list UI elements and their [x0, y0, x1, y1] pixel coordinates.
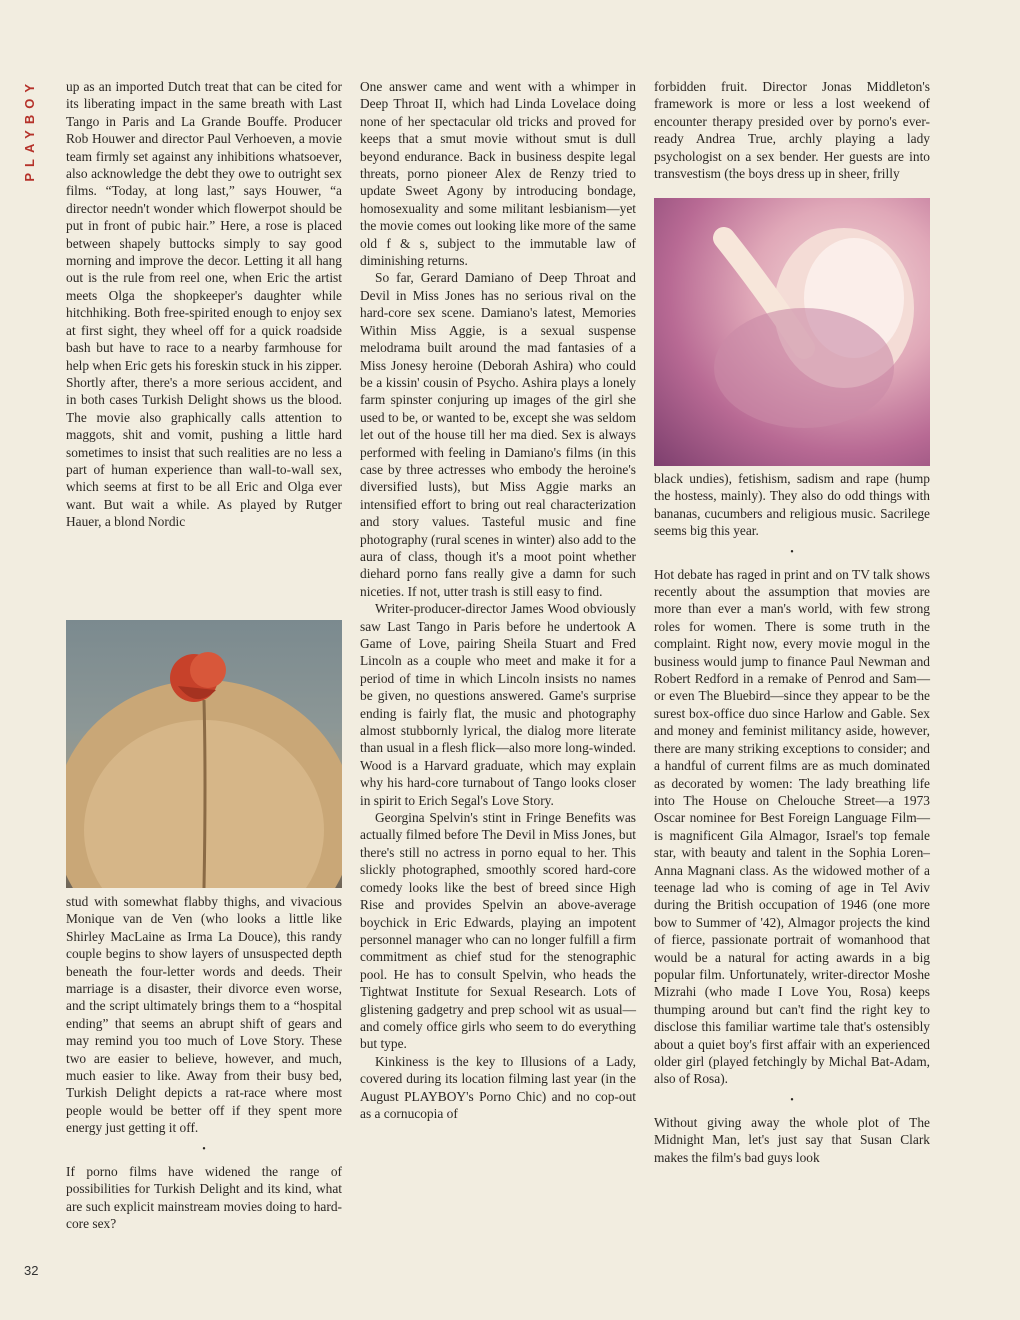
magazine-name: PLAYBOY [22, 78, 37, 182]
article-column-1-continued [66, 893, 342, 1232]
article-column-3 [654, 78, 930, 182]
paragraph: So far, Gerard Damiano of Deep Throat and Devil in Miss Jones has no serious rival on the hard-core sex scene. Damiano's latest, Memories Within Miss Aggie, is a sexual suspense melodrama built around the mad fantasies of a Miss Jonesy heroine (Deborah Ashira) who could be a kissin' cousin of Psycho. Ashira plays a lonely farm spinster conjuring up images of the girl she used to be, or wanted to be, except she was seldom let out of the house till her ma died. Sex is always performed with feeling in Damiano's films (in this case by three actresses who embody the heroine's diversified lusts), but Miss Aggie marks an intensified effort to bring out real characterization and story values. Tasteful music and fine photography (rural scenes in winter) also add to the aura of class, though it's a moot point whether diehard porno fans really give a damn for such niceties. If not, utter trash is still easy to find. [360, 270, 636, 599]
paragraph: Kinkiness is the key to Illusions of a Lady, covered during its location filming last year (in the August PLAYBOY's Porno Chic) and no cop-out as a cornucopia of [360, 1053, 636, 1121]
article-column-2 [360, 78, 636, 1122]
paragraph: Without giving away the whole plot of The Midnight Man, let's just say that Susan Clark makes the film's bad guys look [654, 1114, 930, 1165]
paragraph: up as an imported Dutch treat that can be cited for its liberating impact in the same breath with Last Tango in Paris and La Grande Bouffe. Producer Rob Houwer and director Paul Verhoeven, a movie team firmly set against any inhibitions whatsoever, also acknowledge the debt they owe to outright sex films. “Today, at long last,” says Houwer, “a director needn't wonder which flowerpot should be put in front of pubic hair.” Here, a rose is placed between shapely buttocks simply to say good morning and improve the decor. Letting it all hang out is the rule from reel one, when Eric the artist meets Olga the shopkeeper's daughter while hitchhiking. Both free-spirited enough to enjoy sex at first sight, they wheel off for a quick roadside bash but have to race to a nearby farmhouse for help when Eric gets his foreskin stuck in his zipper. Shortly after, there's a more serious accident, and in both cases Turkish Delight shows us the blood. The movie also graphically calls attention to maggots, shit and vomit, pushing a little hard sometimes to insist that such realities are no less a part of human experience than wall-to-wall sex, which seems at first to be all Eric and Olga ever want. But wait a while. As played by Rutger Hauer, a blond Nordic [66, 79, 342, 530]
paragraph: Writer-producer-director James Wood obviously saw Last Tango in Paris before he undertook A Game of Love, pairing Sheila Stuart and Fred Lincoln as a couple who meet and make it for a period of time in which Lincoln insists no names be given, no questions answered. Game's surprise ending is fairly flat, the music and photography almost stubbornly lyrical, the dialog more literate than usual in a flesh flick—also more long-winded. Wood is a Harvard graduate, which may explain why his hard-core turnabout of Tango looks closer in spirit to Erich Segal's Love Story. [360, 601, 636, 808]
paragraph: forbidden fruit. Director Jonas Middleton's framework is more or less a lost weekend of encounter therapy presided over by porno's ever-ready Andrea True, archly playing a lady psychologist on a sex bender. Her guests are into transvestism (the boys dress up in sheer, frilly [654, 79, 930, 182]
article-column-1 [66, 78, 342, 531]
paragraph: If porno films have widened the range of possibilities for Turkish Delight and its kind, what are such explicit mainstream movies doing to hard-core sex? [66, 1163, 342, 1231]
paragraph: Georgina Spelvin's stint in Fringe Benefits was actually filmed before The Devil in Miss Jones, but there's still no actress in porno equal to her. This slickly photographed, smoothly scored hard-core comedy looks like the best of breed since High Rise and provides Spelvin an above-average boychick in Eric Edwards, playing an impotent personnel manager who can no longer fulfill a firm commitment as chief stud for the stenographic pool. He has to consult Spelvin, who heads the Tightwat Institute for Sexual Research. Lots of glistening gadgetry and prep school wit as usual—and comely office girls who seem to do everything but type. [360, 810, 636, 1052]
article-column-3-continued [654, 470, 930, 1166]
banana-photo [654, 198, 930, 466]
section-separator: • [202, 1143, 206, 1155]
rose-photo [66, 620, 342, 888]
section-separator: • [790, 1094, 794, 1106]
page-number: 32 [24, 1263, 39, 1278]
section-separator: • [790, 546, 794, 558]
paragraph: black undies), fetishism, sadism and rape (hump the hostess, mainly). They also do odd things with bananas, cucumbers and religious music. Sacrilege seems big this year. [654, 471, 930, 539]
paragraph: One answer came and went with a whimper in Deep Throat II, which had Linda Lovelace doing none of her spectacular old tricks and proved for keeps that a smut movie without smut is dull beyond endurance. Back in business despite legal threats, porno pioneer Alex de Renzy tried to update Sweet Agony by introducing bondage, homosexuality and some militant lesbianism—yet the movie comes out looking like more of the same old f & s, subject to the immutable law of diminishing returns. [360, 79, 636, 269]
paragraph: Hot debate has raged in print and on TV talk shows recently about the assumption that movies are more than ever a man's world, with few strong roles for women. There is some truth in the complaint. Right now, every movie mogul in the business would jump to finance Paul Newman and Robert Redford in a remake of Penrod and Sam—or even The Bluebird—since they appear to be the surest box-office duo since Harlow and Gable. Sex and money and feminist militancy aside, however, there are many striking exceptions to consider; and a handful of current films are as much dominated as decorated by women: The lady breathing life into The House on Chelouche Street—a 1973 Oscar nominee for Best Foreign Language Film—is magnificent Gila Almagor, Israel's top female star, with beauty and talent in the Sophia Loren–Anna Magnani class. As the widowed mother of a teenage lad who is coming of age in Tel Aviv during the British occupation of 1946 (one more bow to Summer of '42), Almagor projects the kind of fierce, passionate portrait of womanhood that would be a natural for acting awards in a big popular film. Unfortunately, writer-director Moshe Mizrahi (who made I Love You, Rosa) keeps thumping around but can't find the right key to disclose this familiar wartime tale that's ostensibly about a quiet boy's first affair with an experienced older girl (played fetchingly by Michal Bat-Adam, also of Rosa). [654, 566, 930, 1087]
paragraph: stud with somewhat flabby thighs, and vivacious Monique van de Ven (who looks a little like Shirley MacLaine as Irma La Douce), this randy couple begins to show layers of unsuspected depth beneath the four-letter words and deeds. Their marriage is a disaster, their divorce even worse, and the script ultimately brings them to a “hospital ending” that seems an abrupt shift of gears and may remind you too much of Love Story. These two are easier to believe, however, and much, much easier to like. Away from their busy bed, Turkish Delight depicts a rat-race where most people would be better off if they spent more energy just getting it off. [66, 894, 342, 1136]
